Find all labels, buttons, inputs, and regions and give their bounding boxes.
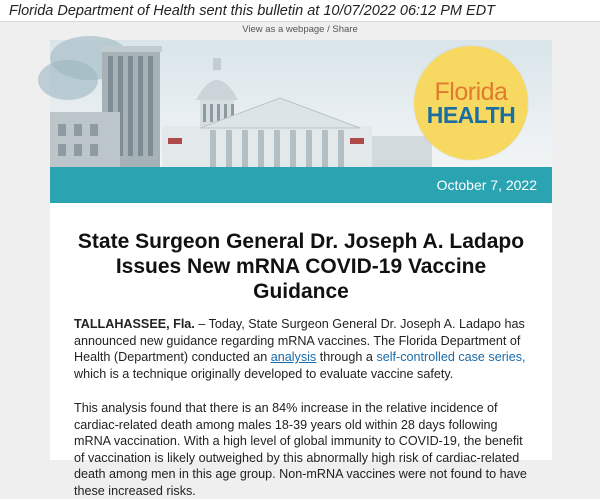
header-banner-image bbox=[50, 40, 552, 167]
bulletin-notice bbox=[0, 0, 600, 22]
dateline: TALLAHASSEE, Fla. bbox=[74, 317, 195, 331]
paragraph-2: This analysis found that there is an 84% increase in the relative incidence of cardiac-related death among males 18-39 years old within 28 days following mRNA vaccination. With a high level of global immunity to COVID-19, the benefit of vaccination is likely outweighed by this abnormally high risk of cardiac-related death among men in this age group. Non-mRNA vaccines were not found to have these increased risks. bbox=[74, 401, 527, 498]
self-controlled-case-series-link[interactable]: self-controlled case series, bbox=[376, 350, 526, 364]
view-links bbox=[0, 24, 600, 35]
logo-line2: HEALTH bbox=[426, 102, 516, 128]
article-body bbox=[50, 229, 552, 499]
email-card bbox=[50, 40, 552, 498]
view-as-webpage-link[interactable]: View as a webpage bbox=[242, 24, 325, 35]
date-banner bbox=[50, 167, 552, 203]
paragraph-1 bbox=[74, 316, 528, 382]
paragraph-1-text-b: through a bbox=[316, 350, 377, 364]
paragraph-1-text-a: – Today, State Surgeon General Dr. Joseph A. Ladapo has announced new guidance regarding mRNA vaccines. The Florida Department of Health (Department) conducted an bbox=[74, 317, 525, 364]
bulletin-notice-text: Florida Department of Health sent this bulletin at 10/07/2022 06:12 PM EDT bbox=[9, 3, 496, 19]
article-headline: State Surgeon General Dr. Joseph A. Ladapo Issues New mRNA COVID-19 Vaccine Guidance bbox=[77, 230, 525, 303]
analysis-link[interactable]: analysis bbox=[270, 350, 317, 364]
share-link[interactable]: Share bbox=[332, 24, 358, 35]
florida-health-logo bbox=[414, 46, 528, 160]
logo-line1: Florida bbox=[434, 78, 508, 106]
view-links-separator: / bbox=[327, 24, 330, 35]
paragraph-1-text-c: which is a technique originally developed to evaluate vaccine safety. bbox=[74, 366, 454, 381]
bulletin-date: October 7, 2022 bbox=[436, 177, 537, 193]
